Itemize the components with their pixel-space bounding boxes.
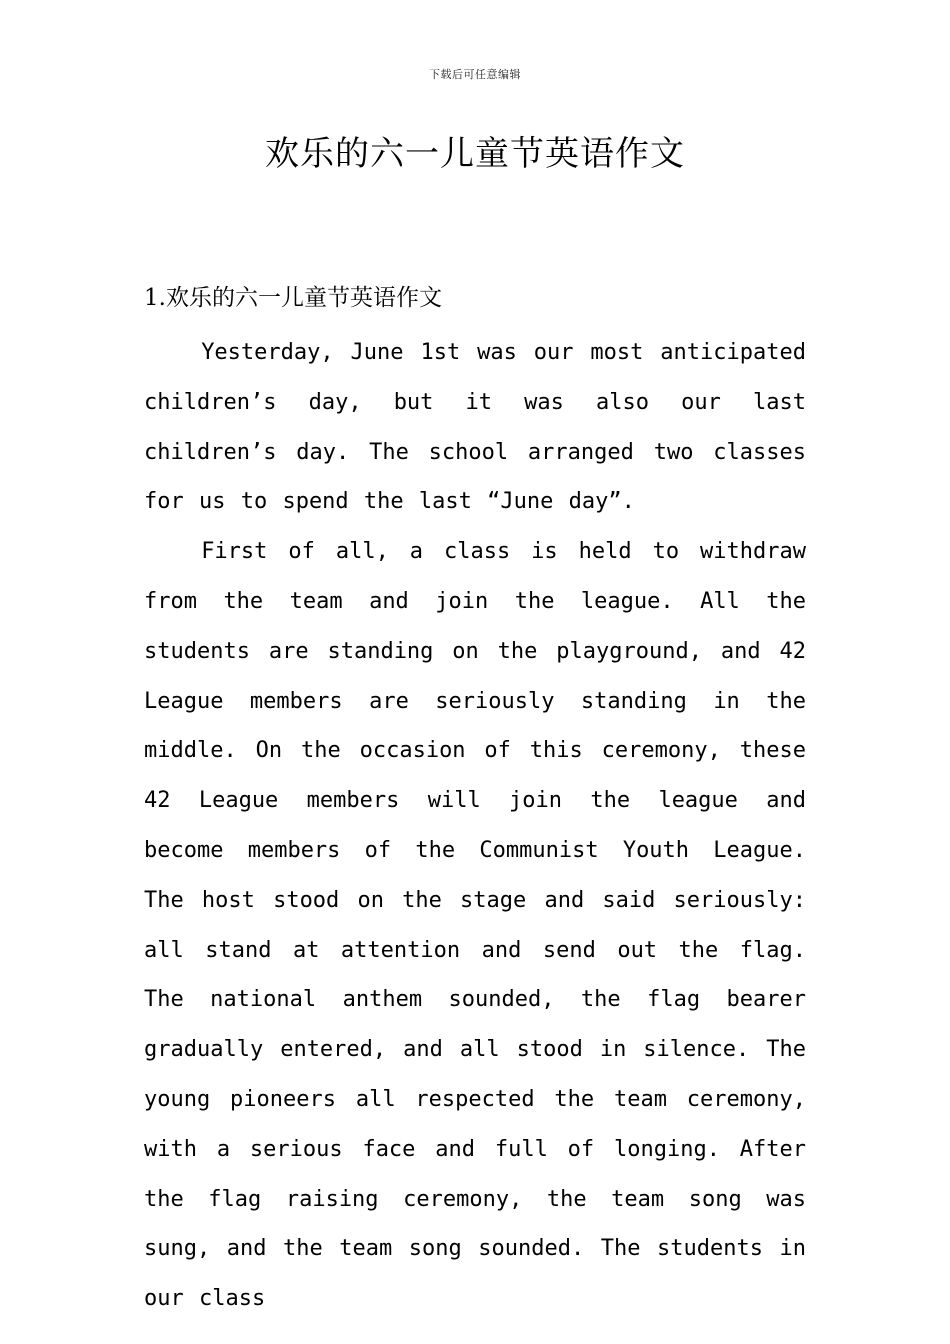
section-heading: 1.欢乐的六一儿童节英语作文 [144,285,442,311]
paragraph-1: Yesterday, June 1st was our most anticipated children’s day, but it was also our last children’s day. The school arranged two classes for us to spend the last “June day”. [144,340,806,515]
document-title: 欢乐的六一儿童节英语作文 [265,134,685,174]
document-body [144,280,806,1324]
paragraph-2: First of all, a class is held to withdraw from the team and join the league. All the students are standing on the playground, and 42 League members are seriously standing in the middle. On the occasion of this ceremony, these 42 League members will join the league and become members of the Communist Youth League. The host stood on the stage and said seriously: all stand at attention and send out the flag. The national anthem sounded, the flag bearer gradually entered, and all stood in silence. The young pioneers all respected the team ceremony, with a serious face and full of longing. After the flag raising ceremony, the team song was sung, and the team song sounded. The students in our class [144,539,806,1312]
page-header-note: 下载后可任意编辑 [429,68,521,81]
